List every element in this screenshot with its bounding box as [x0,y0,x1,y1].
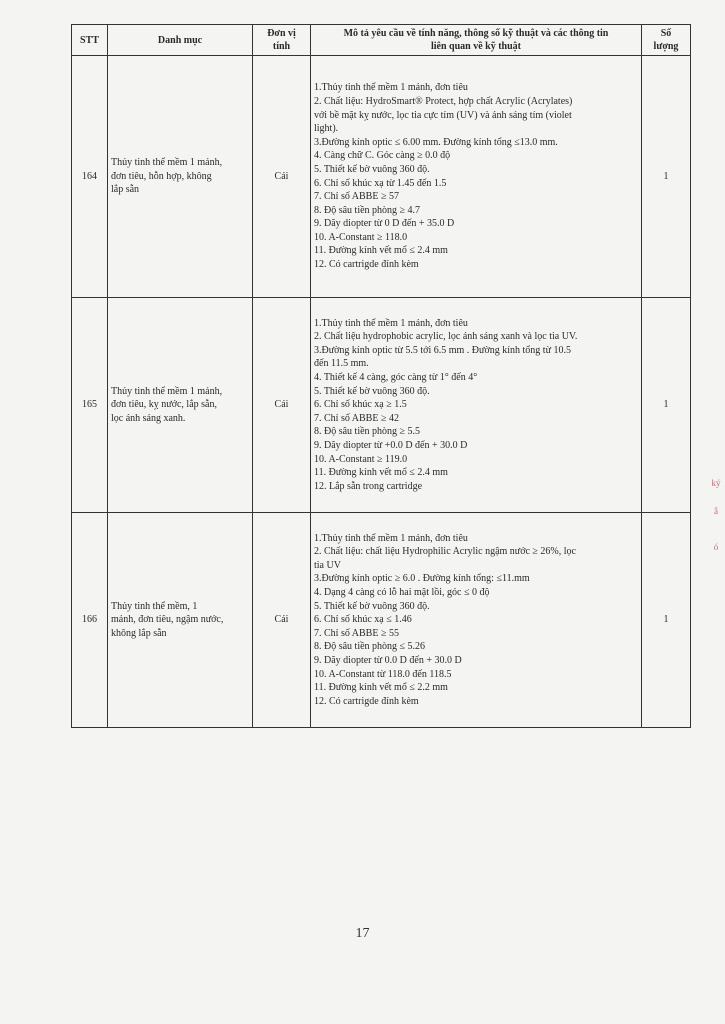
row-stt: 166 [72,513,108,728]
margin-mark: ắ [714,506,718,516]
row-category: Thủy tinh thể mềm 1 mảnh, đơn tiêu, hỗn hợp, không lắp sẵn [108,56,253,298]
header-quantity: Số lượng [642,25,691,56]
header-stt: STT [72,25,108,56]
margin-mark: ký [711,478,721,488]
table-row [72,56,691,298]
row-quantity: 1 [642,298,691,513]
table-row [72,298,691,513]
row-description: 1.Thủy tinh thể mềm 1 mảnh, đơn tiêu 2. Chất liệu: chất liệu Hydrophilic Acrylic ngậm nước ≥ 26%, lọc tia UV 3.Đường kính optic ≥ 6.0 . Đường kính tổng: ≤11.mm 4. Dạng 4 càng có lỗ hai mặt lồi, góc ≤ 0 độ 5. Thiết kế bờ vuông 360 độ. 6. Chỉ số khúc xạ ≤ 1.46 7. Chỉ số ABBE ≥ 55 8. Độ sâu tiền phòng ≤ 5.26 9. Dãy diopter từ 0.0 D đến + 30.0 D 10. A-Constant từ 118.0 đến 118.5 11. Đường kính vết mổ ≤ 2.2 mm 12. Có cartrigde đính kèm [311,513,642,728]
table-row [72,513,691,728]
row-unit: Cái [253,298,311,513]
header-unit: Đơn vị tính [253,25,311,56]
header-description: Mô tả yêu cầu về tính năng, thông số kỹ thuật và các thông tin liên quan về kỹ thuật [311,25,642,56]
specification-table [71,24,691,728]
row-category: Thủy tinh thể mềm 1 mảnh, đơn tiêu, kỵ nước, lắp sẵn, lọc ánh sáng xanh. [108,298,253,513]
page-number: 17 [355,926,370,941]
row-unit: Cái [253,56,311,298]
row-unit: Cái [253,513,311,728]
row-stt: 164 [72,56,108,298]
row-stt: 165 [72,298,108,513]
row-description: 1.Thủy tinh thể mềm 1 mảnh, đơn tiêu 2. Chất liệu: HydroSmart® Protect, hợp chất Acrylic (Acrylates) với bề mặt kỵ nước, lọc tia cực tím (UV) và ánh sáng tím (violet light). 3.Đường kính optic ≤ 6.00 mm. Đường kính tổng ≤13.0 mm. 4. Càng chữ C. Góc càng ≥ 0.0 độ 5. Thiết kế bờ vuông 360 độ. 6. Chỉ số khúc xạ từ 1.45 đến 1.5 7. Chỉ số ABBE ≥ 57 8. Độ sâu tiền phòng ≥ 4.7 9. Dãy diopter từ 0 D đến + 35.0 D 10. A-Constant ≥ 118.0 11. Đường kính vết mổ ≤ 2.4 mm 12. Có cartrigde đính kèm [311,56,642,298]
table-header-row [72,25,691,56]
row-category: Thủy tinh thể mềm, 1 mảnh, đơn tiêu, ngậm nước, không lắp sẵn [108,513,253,728]
header-category: Danh mục [108,25,253,56]
row-description: 1.Thủy tinh thể mềm 1 mảnh, đơn tiêu 2. Chất liệu hydrophobic acrylic, lọc ánh sáng xanh và lọc tia UV. 3.Đường kính optic từ 5.5 tới 6.5 mm . Đường kính tổng từ 10.5 đến 11.5 mm. 4. Thiết kế 4 càng, góc càng từ 1° đến 4° 5. Thiết kế bờ vuông 360 độ. 6. Chỉ số khúc xạ ≥ 1.5 7. Chỉ số ABBE ≥ 42 8. Độ sâu tiền phòng ≥ 5.5 9. Dãy diopter từ +0.0 D đến + 30.0 D 10. A-Constant ≥ 119.0 11. Đường kính vết mổ ≤ 2.4 mm 12. Lắp sẵn trong cartridge [311,298,642,513]
margin-mark: ó [713,542,719,552]
row-quantity: 1 [642,56,691,298]
row-quantity: 1 [642,513,691,728]
